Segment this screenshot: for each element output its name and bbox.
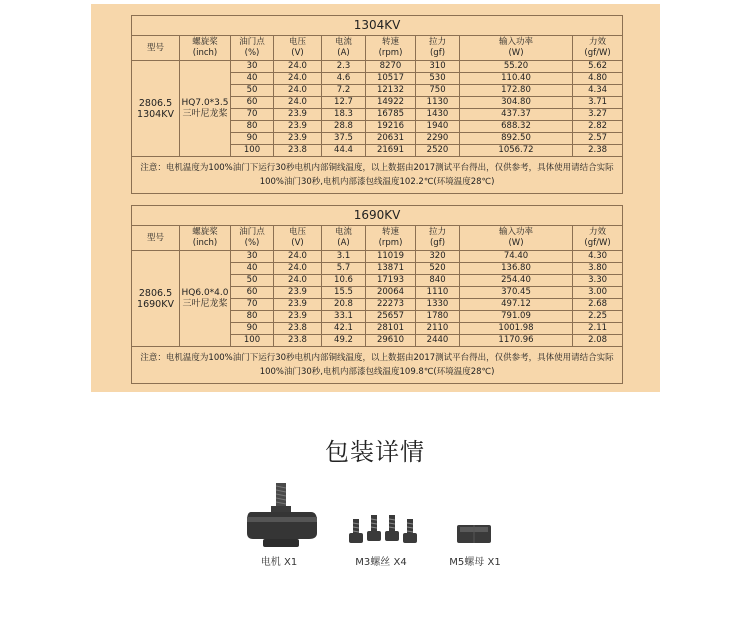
data-cell: 90	[231, 133, 274, 145]
data-cell: 2.3	[322, 61, 366, 73]
cell-text: 拉力	[428, 37, 446, 47]
header-throttle	[231, 36, 274, 61]
data-cell: 17193	[366, 275, 416, 287]
header-prop	[180, 226, 231, 251]
cell-text: (gf)	[429, 48, 446, 58]
data-cell: 3.00	[573, 287, 623, 299]
header-efficiency	[573, 36, 623, 61]
data-cell: 70	[231, 109, 274, 121]
data-cell: 437.37	[460, 109, 573, 121]
data-cell: 23.8	[274, 323, 322, 335]
data-cell: 5.7	[322, 263, 366, 275]
header-voltage	[274, 226, 322, 251]
spec-table-1690kv	[131, 205, 623, 384]
data-cell: 18.3	[322, 109, 366, 121]
data-cell: 40	[231, 263, 274, 275]
cell-text: 力效	[589, 227, 607, 237]
data-cell: 1780	[416, 311, 460, 323]
data-cell: 50	[231, 275, 274, 287]
header-prop	[180, 36, 231, 61]
data-cell: 20064	[366, 287, 416, 299]
package-item-screws	[336, 481, 426, 581]
data-cell: 304.80	[460, 97, 573, 109]
header-model: 型号	[132, 36, 180, 61]
data-cell: 30	[231, 61, 274, 73]
data-cell: 30	[231, 251, 274, 263]
data-cell: 688.32	[460, 121, 573, 133]
data-cell: 24.0	[274, 251, 322, 263]
data-cell: 2.68	[573, 299, 623, 311]
data-cell: 80	[231, 121, 274, 133]
cell-text: 100%油门30秒,电机内部漆包线温度102.2℃(环境温度28℃)	[259, 177, 495, 187]
data-cell: 520	[416, 263, 460, 275]
data-cell: 5.62	[573, 61, 623, 73]
motor-label: 电机 X1	[260, 557, 298, 568]
data-cell: 2.08	[573, 335, 623, 347]
data-cell: 2.11	[573, 323, 623, 335]
header-power	[460, 36, 573, 61]
cell-text: 转速	[381, 227, 399, 237]
data-cell: 24.0	[274, 263, 322, 275]
cell-text: HQ7.0*3.5	[181, 97, 229, 108]
header-voltage	[274, 36, 322, 61]
cell-text: (W)	[508, 238, 524, 248]
data-cell: 2520	[416, 145, 460, 157]
data-cell: 12.7	[322, 97, 366, 109]
table-title: 1304KV	[132, 16, 623, 36]
data-cell: 37.5	[322, 133, 366, 145]
header-throttle	[231, 226, 274, 251]
prop-cell	[180, 61, 231, 157]
data-cell: 4.80	[573, 73, 623, 85]
data-cell: 3.71	[573, 97, 623, 109]
data-cell: 1330	[416, 299, 460, 311]
data-cell: 2110	[416, 323, 460, 335]
data-cell: 60	[231, 97, 274, 109]
data-cell: 791.09	[460, 311, 573, 323]
data-cell: 2.82	[573, 121, 623, 133]
data-cell: 23.9	[274, 133, 322, 145]
data-cell: 11019	[366, 251, 416, 263]
data-cell: 1430	[416, 109, 460, 121]
data-cell: 24.0	[274, 61, 322, 73]
cell-text: 2806.5	[138, 287, 173, 299]
cell-text: 油门点	[239, 37, 265, 47]
data-cell: 840	[416, 275, 460, 287]
cell-text: 电压	[288, 37, 306, 47]
header-speed	[366, 226, 416, 251]
data-cell: 28101	[366, 323, 416, 335]
data-cell: 23.9	[274, 287, 322, 299]
data-cell: 28.8	[322, 121, 366, 133]
data-cell: 12132	[366, 85, 416, 97]
cell-text: HQ6.0*4.0	[181, 287, 229, 298]
cell-text: (V)	[291, 48, 304, 58]
data-cell: 1130	[416, 97, 460, 109]
package-item-motor	[239, 481, 319, 581]
cell-text: 螺旋桨	[192, 37, 218, 47]
data-cell: 8270	[366, 61, 416, 73]
data-cell: 24.0	[274, 97, 322, 109]
cell-text: (rpm)	[378, 238, 403, 248]
screw-icon	[336, 481, 426, 551]
package-item-nut	[440, 481, 510, 581]
data-cell: 55.20	[460, 61, 573, 73]
data-cell: 892.50	[460, 133, 573, 145]
data-cell: 1001.98	[460, 323, 573, 335]
header-current	[322, 36, 366, 61]
data-cell: 530	[416, 73, 460, 85]
cell-text: (gf/W)	[584, 48, 611, 58]
data-cell: 1170.96	[460, 335, 573, 347]
data-cell: 19216	[366, 121, 416, 133]
cell-text: (gf)	[429, 238, 446, 248]
cell-text: 三叶尼龙桨	[182, 108, 228, 119]
table-title: 1690KV	[132, 206, 623, 226]
cell-text: 三叶尼龙桨	[182, 298, 228, 309]
model-cell	[132, 61, 180, 157]
data-cell: 10.6	[322, 275, 366, 287]
data-cell: 254.40	[460, 275, 573, 287]
package-title: 包装详情	[325, 438, 425, 466]
spec-panel	[91, 4, 660, 392]
data-cell: 50	[231, 85, 274, 97]
data-cell: 100	[231, 335, 274, 347]
cell-text: 电流	[334, 37, 352, 47]
cell-text: 电压	[288, 227, 306, 237]
cell-text: 力效	[589, 37, 607, 47]
data-cell: 23.8	[274, 145, 322, 157]
data-cell: 22273	[366, 299, 416, 311]
cell-text: 油门点	[239, 227, 265, 237]
data-cell: 320	[416, 251, 460, 263]
header-efficiency	[573, 226, 623, 251]
data-cell: 15.5	[322, 287, 366, 299]
header-thrust	[416, 36, 460, 61]
screws-label: M3螺丝 X4	[355, 557, 407, 568]
cell-text: 电流	[334, 227, 352, 237]
header-power	[460, 226, 573, 251]
cell-text: (inch)	[192, 48, 218, 58]
data-cell: 497.12	[460, 299, 573, 311]
cell-text: 100%油门30秒,电机内部漆包线温度109.8℃(环境温度28℃)	[259, 367, 495, 377]
data-cell: 20631	[366, 133, 416, 145]
table-row	[132, 251, 623, 263]
data-cell: 310	[416, 61, 460, 73]
cell-text: (A)	[337, 48, 350, 58]
nut-label: M5螺母 X1	[449, 557, 501, 568]
data-cell: 40	[231, 73, 274, 85]
header-model: 型号	[132, 226, 180, 251]
data-cell: 10517	[366, 73, 416, 85]
data-cell: 4.6	[322, 73, 366, 85]
cell-text: (gf/W)	[584, 238, 611, 248]
data-cell: 42.1	[322, 323, 366, 335]
data-cell: 4.34	[573, 85, 623, 97]
cell-text: 转速	[381, 37, 399, 47]
table-note	[132, 347, 623, 384]
data-cell: 3.27	[573, 109, 623, 121]
data-cell: 3.80	[573, 263, 623, 275]
data-cell: 23.9	[274, 121, 322, 133]
data-cell: 49.2	[322, 335, 366, 347]
data-cell: 33.1	[322, 311, 366, 323]
data-cell: 750	[416, 85, 460, 97]
motor-icon	[239, 481, 319, 551]
data-cell: 60	[231, 287, 274, 299]
data-cell: 4.30	[573, 251, 623, 263]
nut-icon	[440, 481, 510, 551]
model-cell	[132, 251, 180, 347]
cell-text: (%)	[244, 238, 260, 248]
data-cell: 23.9	[274, 299, 322, 311]
data-cell: 2.38	[573, 145, 623, 157]
cell-text: 螺旋桨	[192, 227, 218, 237]
cell-text: 输入功率	[498, 37, 533, 47]
cell-text: 输入功率	[498, 227, 533, 237]
data-cell: 2290	[416, 133, 460, 145]
table-note	[132, 157, 623, 194]
data-cell: 29610	[366, 335, 416, 347]
data-cell: 3.1	[322, 251, 366, 263]
data-cell: 23.9	[274, 311, 322, 323]
cell-text: (inch)	[192, 238, 218, 248]
data-cell: 23.8	[274, 335, 322, 347]
data-cell: 70	[231, 299, 274, 311]
data-cell: 14922	[366, 97, 416, 109]
data-cell: 3.30	[573, 275, 623, 287]
data-cell: 24.0	[274, 85, 322, 97]
prop-cell	[180, 251, 231, 347]
data-cell: 13871	[366, 263, 416, 275]
data-cell: 24.0	[274, 275, 322, 287]
data-cell: 80	[231, 311, 274, 323]
header-thrust	[416, 226, 460, 251]
data-cell: 2440	[416, 335, 460, 347]
data-cell: 172.80	[460, 85, 573, 97]
data-cell: 100	[231, 145, 274, 157]
cell-text: (%)	[244, 48, 260, 58]
data-cell: 110.40	[460, 73, 573, 85]
cell-text: (A)	[337, 238, 350, 248]
cell-text: 1690KV	[137, 298, 174, 310]
data-cell: 2.57	[573, 133, 623, 145]
data-cell: 20.8	[322, 299, 366, 311]
cell-text: 拉力	[428, 227, 446, 237]
header-current	[322, 226, 366, 251]
data-cell: 24.0	[274, 73, 322, 85]
cell-text: 注意：电机温度为100%油门下运行30秒电机内部铜线温度，以上数据由2017测试平台得出，仅供参考，具体使用请结合实际	[140, 163, 614, 173]
data-cell: 16785	[366, 109, 416, 121]
cell-text: (rpm)	[378, 48, 403, 58]
data-cell: 136.80	[460, 263, 573, 275]
data-cell: 7.2	[322, 85, 366, 97]
data-cell: 74.40	[460, 251, 573, 263]
header-speed	[366, 36, 416, 61]
data-cell: 1110	[416, 287, 460, 299]
cell-text: (V)	[291, 238, 304, 248]
cell-text: 1304KV	[137, 108, 174, 120]
data-cell: 2.25	[573, 311, 623, 323]
table-row	[132, 61, 623, 73]
data-cell: 21691	[366, 145, 416, 157]
data-cell: 25657	[366, 311, 416, 323]
data-cell: 44.4	[322, 145, 366, 157]
cell-text: 2806.5	[138, 97, 173, 109]
data-cell: 23.9	[274, 109, 322, 121]
cell-text: (W)	[508, 48, 524, 58]
data-cell: 370.45	[460, 287, 573, 299]
data-cell: 1056.72	[460, 145, 573, 157]
data-cell: 90	[231, 323, 274, 335]
cell-text: 注意：电机温度为100%油门下运行30秒电机内部铜线温度，以上数据由2017测试平台得出，仅供参考，具体使用请结合实际	[140, 353, 614, 363]
spec-table-1304kv	[131, 15, 623, 194]
data-cell: 1940	[416, 121, 460, 133]
